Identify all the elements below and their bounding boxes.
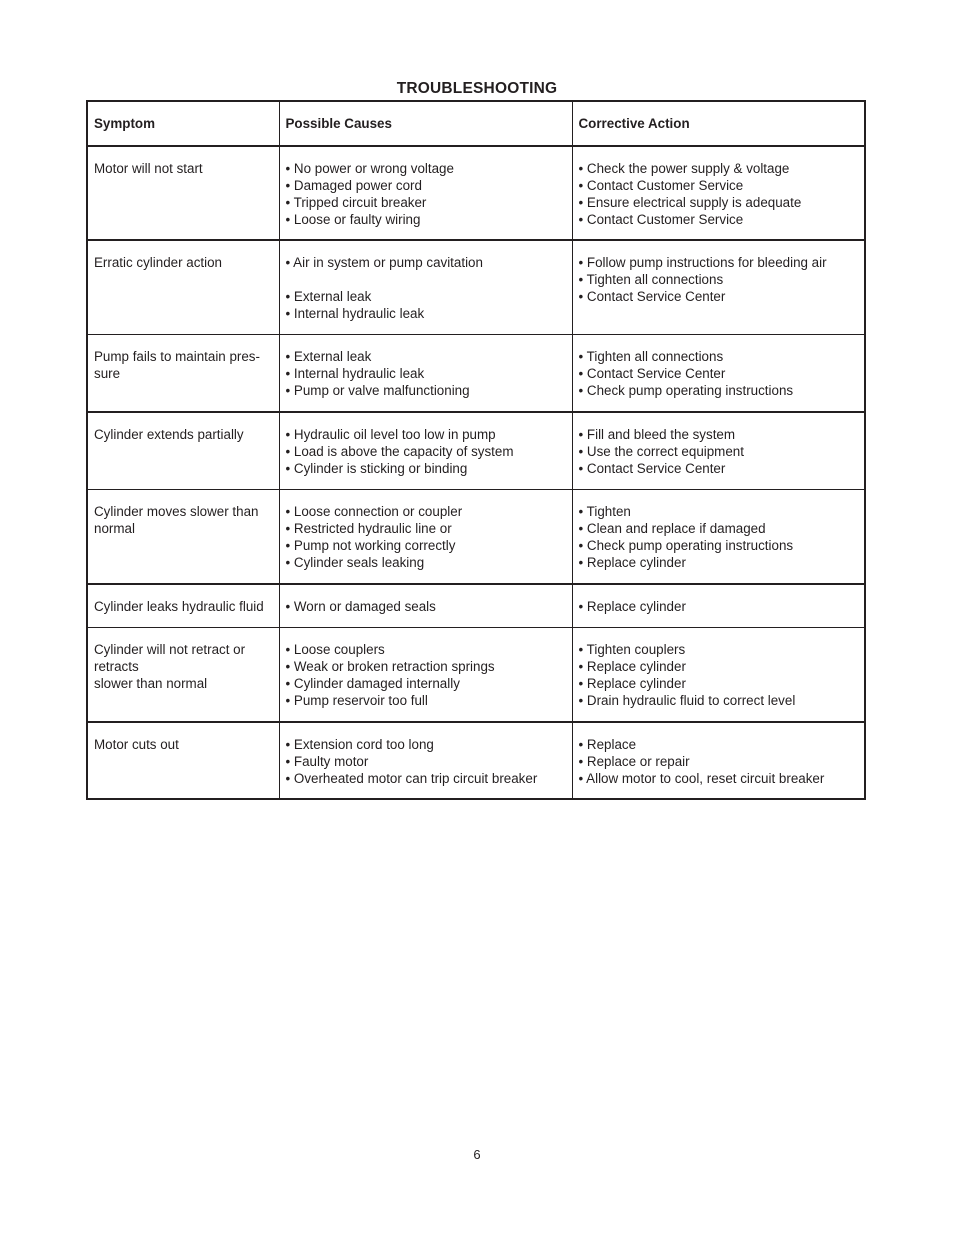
corrective-action-cell	[572, 722, 865, 799]
bullet-item: • Fill and bleed the system	[578, 427, 736, 442]
bullet-item: • Hydraulic oil level too low in pump	[285, 427, 496, 442]
possible-causes-cell	[279, 627, 572, 722]
bullet-item: • No power or wrong voltage	[285, 161, 454, 176]
possible-causes-cell	[279, 489, 572, 584]
bullet-item: • Use the correct equipment	[578, 444, 744, 459]
corrective-action-cell	[572, 412, 865, 489]
symptom-cell	[87, 584, 279, 627]
table-header-row	[87, 101, 865, 146]
bullet-item: • Contact Service Center	[578, 365, 726, 381]
bullet-item: • Tripped circuit breaker	[285, 195, 427, 210]
possible-causes-cell	[279, 412, 572, 489]
symptom-text: normal	[94, 520, 135, 536]
troubleshooting-table	[86, 100, 866, 800]
symptom-text: retracts	[94, 658, 139, 674]
symptom-text: Motor will not start	[94, 161, 203, 176]
bullet-item: • Drain hydraulic fluid to correct level	[578, 692, 796, 708]
bullet-item: • Check pump operating instructions	[578, 382, 794, 398]
bullet-item: • Loose connection or coupler	[285, 503, 463, 519]
possible-causes-cell	[279, 240, 572, 334]
bullet-item: • Check pump operating instructions	[578, 537, 794, 553]
possible-causes-cell	[279, 584, 572, 627]
table-row	[87, 584, 865, 627]
bullet-item: • Replace cylinder	[578, 658, 686, 674]
bullet-item: • Tighten all connections	[578, 272, 724, 287]
bullet-item: • Contact Customer Service	[578, 178, 744, 193]
bullet-item: • Load is above the capacity of system	[285, 444, 514, 459]
table-row	[87, 334, 865, 412]
table-row	[87, 489, 865, 584]
symptom-text: Pump fails to maintain pres-	[94, 348, 260, 364]
corrective-action-cell	[572, 334, 865, 412]
table-body	[87, 146, 865, 799]
symptom-text: Cylinder will not retract or	[94, 641, 246, 657]
symptom-cell	[87, 722, 279, 799]
bullet-item	[286, 271, 566, 288]
bullet-item: • Cylinder damaged internally	[285, 675, 460, 691]
symptom-text: slower than normal	[94, 675, 208, 691]
bullet-item: • External leak	[285, 289, 372, 304]
symptom-cell	[87, 334, 279, 412]
bullet-item: • Replace cylinder	[578, 599, 686, 614]
symptom-text: Erratic cylinder action	[94, 255, 223, 270]
symptom-text: Cylinder moves slower than	[94, 503, 259, 519]
corrective-action-cell	[572, 240, 865, 334]
bullet-item: • Loose couplers	[285, 641, 385, 657]
symptom-text: Cylinder extends partially	[94, 427, 244, 442]
bullet-item: • Pump not working correctly	[285, 537, 456, 553]
page-title: TROUBLESHOOTING	[396, 80, 558, 97]
column-header-symptom: Symptom	[87, 101, 279, 146]
symptom-text: sure	[94, 365, 121, 381]
bullet-item: • External leak	[285, 348, 372, 364]
bullet-item: • Tighten	[578, 503, 631, 519]
symptom-cell	[87, 489, 279, 584]
symptom-cell	[87, 146, 279, 240]
bullet-item: • Allow motor to cool, reset circuit breaker	[578, 771, 825, 786]
bullet-item: • Tighten couplers	[578, 641, 686, 657]
table-row	[87, 722, 865, 799]
column-header-corrective-action: Corrective Action	[572, 101, 865, 146]
bullet-item: • Replace or repair	[578, 754, 690, 769]
symptom-cell	[87, 627, 279, 722]
bullet-item: • Cylinder seals leaking	[285, 554, 425, 570]
possible-causes-cell	[279, 334, 572, 412]
corrective-action-cell	[572, 584, 865, 627]
bullet-item: • Ensure electrical supply is adequate	[578, 195, 802, 210]
table-row	[87, 146, 865, 240]
bullet-item: • Loose or faulty wiring	[285, 212, 421, 227]
bullet-item: • Pump or valve malfunctioning	[285, 382, 470, 398]
bullet-item: • Internal hydraulic leak	[285, 306, 425, 321]
column-header-possible-causes: Possible Causes	[279, 101, 572, 146]
possible-causes-cell	[279, 146, 572, 240]
bullet-item: • Cylinder is sticking or binding	[285, 461, 468, 476]
table-row	[87, 240, 865, 334]
bullet-item: • Weak or broken retraction springs	[285, 658, 495, 674]
corrective-action-cell	[572, 627, 865, 722]
bullet-item: • Damaged power cord	[285, 178, 422, 193]
bullet-item: • Restricted hydraulic line or	[285, 520, 452, 536]
bullet-item: • Follow pump instructions for bleeding air	[578, 255, 827, 270]
symptom-text: Cylinder leaks hydraulic fluid	[94, 599, 264, 614]
symptom-cell	[87, 240, 279, 334]
table-row	[87, 412, 865, 489]
corrective-action-cell	[572, 146, 865, 240]
table-row	[87, 627, 865, 722]
symptom-cell	[87, 412, 279, 489]
corrective-action-cell	[572, 489, 865, 584]
bullet-item: • Check the power supply & voltage	[578, 161, 790, 176]
bullet-item: • Overheated motor can trip circuit breaker	[285, 771, 538, 786]
symptom-text: Motor cuts out	[94, 737, 179, 752]
bullet-item: • Extension cord too long	[285, 737, 434, 752]
bullet-item: • Replace	[578, 737, 637, 752]
possible-causes-cell	[279, 722, 572, 799]
bullet-item: • Clean and replace if damaged	[578, 520, 766, 536]
bullet-item: • Contact Customer Service	[578, 212, 744, 227]
bullet-item: • Replace cylinder	[578, 675, 686, 691]
bullet-item: • Air in system or pump cavitation	[285, 255, 483, 270]
bullet-item: • Replace cylinder	[578, 554, 686, 570]
bullet-item: • Contact Service Center	[578, 289, 726, 304]
bullet-item: • Worn or damaged seals	[285, 599, 436, 614]
bullet-item: • Pump reservoir too full	[285, 692, 428, 708]
bullet-item: • Internal hydraulic leak	[285, 365, 425, 381]
bullet-item: • Faulty motor	[285, 754, 369, 769]
page-number: 6	[473, 1147, 481, 1162]
bullet-item: • Tighten all connections	[578, 348, 724, 364]
bullet-item: • Contact Service Center	[578, 461, 726, 476]
